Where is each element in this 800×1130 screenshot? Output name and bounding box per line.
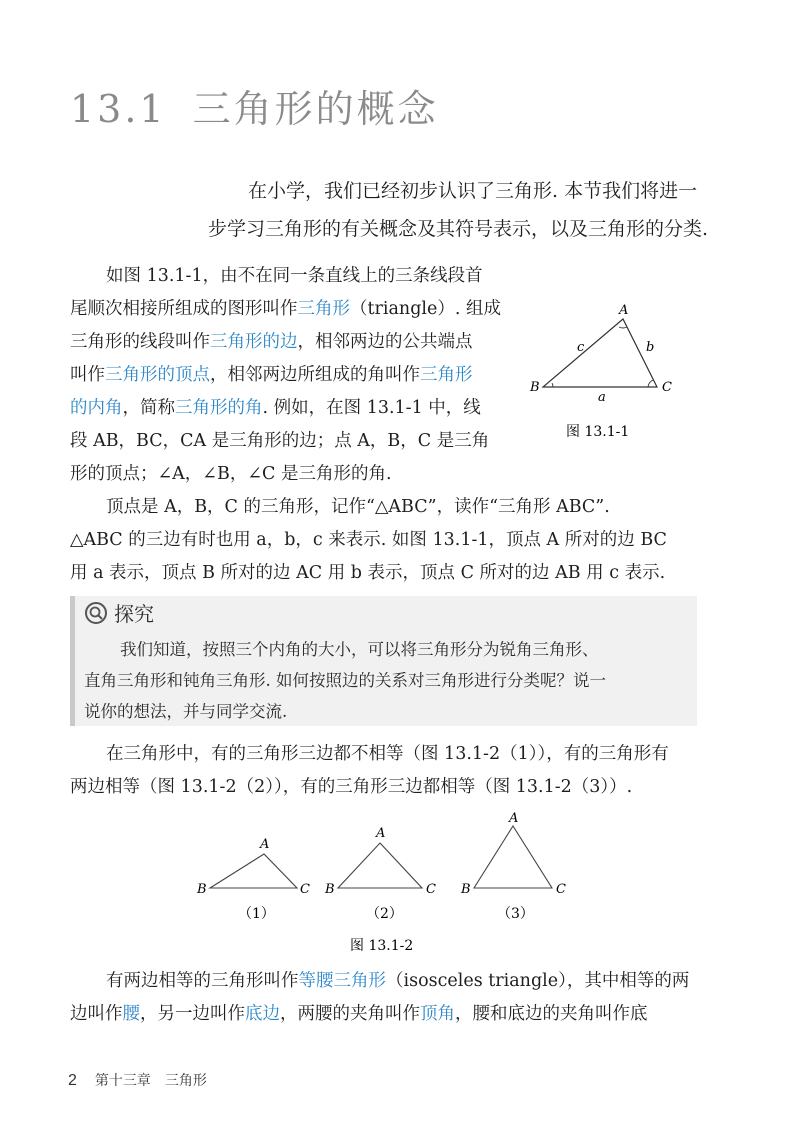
explore-line: 说你的想法，并与同学交流. <box>84 702 288 721</box>
vertex-label-c: C <box>662 380 672 395</box>
section-number: 13.1 <box>70 87 167 131</box>
paragraph-isosceles <box>70 965 710 1031</box>
label-a: A <box>376 826 386 841</box>
para2-line: 顶点是 A，B，C 的三角形，记作“△ABC”，读作“三角形 ABC”. <box>106 497 610 517</box>
subcaption-1: （1） <box>238 906 275 922</box>
para1-line <box>70 392 520 425</box>
paragraph-notation <box>70 491 710 590</box>
para1-line: 形的顶点；∠A，∠B，∠C 是三角形的角. <box>70 464 392 484</box>
text: 叫作 <box>70 365 105 385</box>
text: ，相邻两边的公共端点 <box>297 332 473 352</box>
term-vertex: 三角形的顶点 <box>105 365 210 385</box>
text: ，相邻两边所组成的角叫作 <box>210 365 420 385</box>
term-base: 底边 <box>245 1004 280 1024</box>
explore-line: 我们知道，按照三个内角的大小，可以将三角形分为锐角三角形、 <box>120 640 599 659</box>
term-angle: 三角形的角 <box>175 398 263 418</box>
explore-heading-text: 探究 <box>114 602 154 626</box>
text: ，腰和底边的夹角叫作底 <box>455 1004 648 1024</box>
subcaption-3: （3） <box>497 906 534 922</box>
label-b: B <box>197 882 207 897</box>
para1-line <box>70 359 520 392</box>
chapter-label: 第十三章 三角形 <box>94 1073 207 1089</box>
text: ，两腰的夹角叫作 <box>280 1004 420 1024</box>
label-b: B <box>325 882 335 897</box>
label-c: C <box>426 882 436 897</box>
side-label-b: b <box>646 340 655 355</box>
vertex-label-a: A <box>619 303 629 318</box>
page-footer <box>68 1070 207 1090</box>
page-number: 2 <box>68 1072 77 1089</box>
explore-line: 直角三角形和钝角三角形. 如何按照边的关系对三角形进行分类呢？说一 <box>84 671 606 690</box>
magnifier-icon <box>84 601 108 625</box>
triangle-abc <box>543 319 657 387</box>
para4-line <box>70 965 710 998</box>
text: ，简称 <box>122 398 175 418</box>
para3-line: 两边相等（图 13.1-2（2）），有的三角形三边都相等（图 13.1-2（3））. <box>70 777 633 797</box>
term-side: 三角形的边 <box>210 332 298 352</box>
para1-line: 段 AB，BC，CA 是三角形的边；点 A，B，C 是三角 <box>70 431 490 451</box>
text: 边叫作 <box>70 1004 123 1024</box>
explore-body <box>84 634 684 727</box>
triangle-scalene <box>210 854 297 888</box>
term-triangle: 三角形 <box>297 299 350 319</box>
figure-13-1-2 <box>190 810 590 960</box>
para1-line <box>70 293 520 326</box>
side-label-a: a <box>598 390 606 405</box>
para4-line <box>70 998 710 1031</box>
para2-line: 用 a 表示，顶点 B 所对的边 AC 用 b 表示，顶点 C 所对的边 AB 用 c 表示. <box>70 563 666 583</box>
paragraph-definition <box>70 260 520 491</box>
triangle-isosceles <box>338 843 422 888</box>
label-a: A <box>260 837 270 852</box>
figure-13-1-1 <box>520 295 700 445</box>
angle-a-arc <box>619 327 627 328</box>
term-interior-angle-part2: 的内角 <box>70 398 123 418</box>
term-isosceles: 等腰三角形 <box>298 971 386 991</box>
label-b: B <box>461 882 471 897</box>
section-title <box>70 78 439 133</box>
para1-line <box>70 326 520 359</box>
text: . 例如，在图 13.1-1 中，线 <box>262 398 481 418</box>
angle-c-arc <box>648 380 653 387</box>
label-c: C <box>300 882 310 897</box>
para2-line: △ABC 的三边有时也用 a，b，c 来表示. 如图 13.1-1，顶点 A 所对的边 BC <box>70 530 667 550</box>
para1-line: 如图 13.1-1，由不在同一条直线上的三条线段首 <box>106 266 483 286</box>
term-apex-angle: 顶角 <box>420 1004 455 1024</box>
label-c: C <box>556 882 566 897</box>
intro-line-2: 步学习三角形的有关概念及其符号表示，以及三角形的分类. <box>208 218 709 240</box>
text: （triangle）. 组成 <box>350 299 501 319</box>
explore-heading <box>84 598 154 627</box>
intro-line-1: 在小学，我们已经初步认识了三角形. 本节我们将进一 <box>248 180 698 202</box>
section-title-text: 三角形的概念 <box>192 87 439 131</box>
figure2-caption: 图 13.1-2 <box>350 938 414 954</box>
para3-line: 在三角形中，有的三角形三边都不相等（图 13.1-2（1）），有的三角形有 <box>106 744 669 764</box>
text: 尾顺次相接所组成的图形叫作 <box>70 299 298 319</box>
text: 三角形的线段叫作 <box>70 332 210 352</box>
text: （isosceles triangle），其中相等的两 <box>386 971 690 991</box>
term-interior-angle-part1: 三角形 <box>420 365 473 385</box>
text: ，另一边叫作 <box>140 1004 245 1024</box>
subcaption-2: （2） <box>366 906 403 922</box>
angle-b-arc <box>552 383 553 387</box>
vertex-label-b: B <box>530 380 540 395</box>
label-a: A <box>509 811 519 826</box>
paragraph-classification <box>70 738 710 804</box>
term-leg: 腰 <box>122 1004 140 1024</box>
text: 有两边相等的三角形叫作 <box>106 971 299 991</box>
side-label-c: c <box>577 340 585 355</box>
triangle-equilateral <box>474 826 552 888</box>
figure1-caption: 图 13.1-1 <box>566 424 630 440</box>
